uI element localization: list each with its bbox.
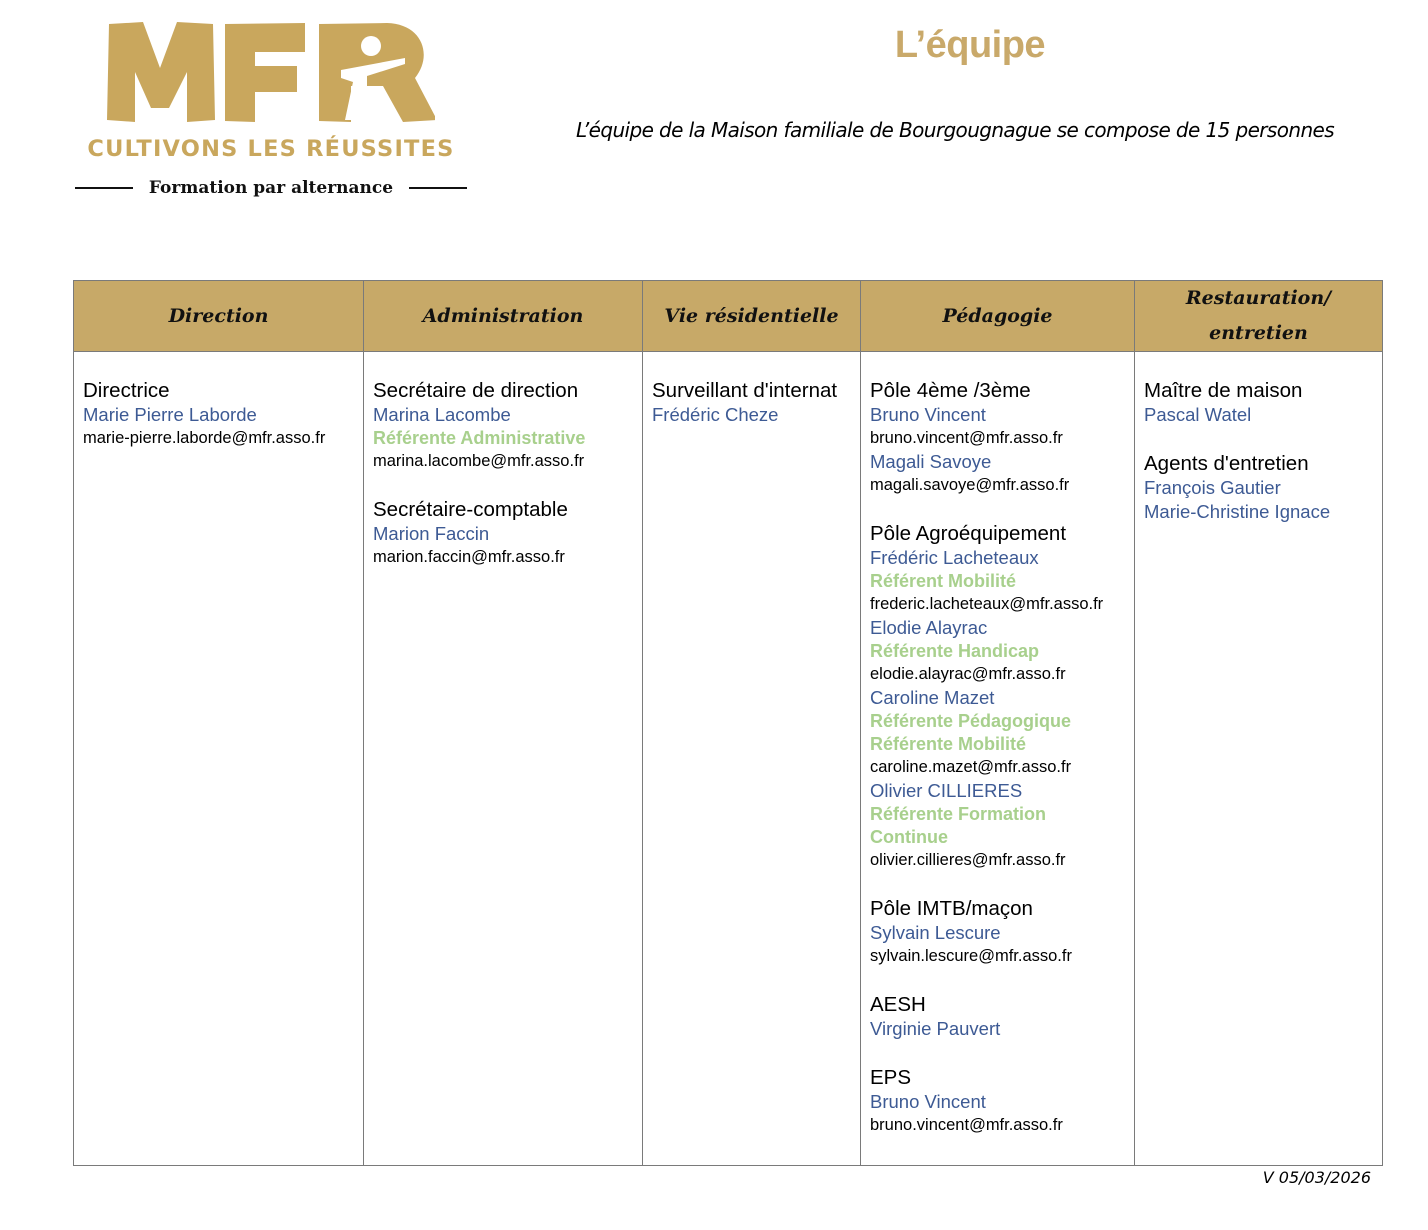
role-title: EPS xyxy=(870,1066,912,1089)
version-date: V 05/03/2026 xyxy=(1262,1168,1371,1187)
role-title: Secrétaire de direction xyxy=(373,379,579,402)
email-address[interactable]: marie-pierre.laborde@mfr.asso.fr xyxy=(83,429,326,447)
person-name: Sylvain Lescure xyxy=(870,922,1001,943)
role-title: Secrétaire-comptable xyxy=(373,498,568,521)
email-address[interactable]: elodie.alayrac@mfr.asso.fr xyxy=(870,665,1066,683)
email-address[interactable]: marion.faccin@mfr.asso.fr xyxy=(373,548,565,566)
column-cell-pedagogie xyxy=(861,352,1135,1166)
email-address[interactable]: sylvain.lescure@mfr.asso.fr xyxy=(870,947,1072,965)
page-title: L’équipe xyxy=(894,24,1046,66)
referent-tag: Référente Handicap xyxy=(870,641,1040,661)
role-group xyxy=(870,896,1125,968)
role-group xyxy=(870,521,1125,872)
role-title: Pôle IMTB/maçon xyxy=(870,897,1033,920)
column-cell-restauration xyxy=(1135,352,1383,1166)
table-header-row xyxy=(74,281,1383,352)
email-address[interactable]: frederic.lacheteaux@mfr.asso.fr xyxy=(870,595,1104,613)
person-name: Olivier CILLIERES xyxy=(870,780,1023,801)
mfr-logo-icon xyxy=(105,20,435,125)
column-header-pedagogie: Pédagogie xyxy=(861,281,1135,352)
person-name: Elodie Alayrac xyxy=(870,617,988,638)
logo-tagline: CULTIVONS LES RÉUSSITES xyxy=(87,136,455,162)
logo-subline-text: Formation par alternance xyxy=(148,178,394,198)
person-name: Marina Lacombe xyxy=(373,404,511,425)
person-name: Bruno Vincent xyxy=(870,1091,986,1112)
referent-tag: Référente Administrative xyxy=(373,428,586,448)
role-title: Maître de maison xyxy=(1144,379,1303,402)
role-group xyxy=(1144,451,1373,524)
person-name: François Gautier xyxy=(1144,477,1281,498)
role-title: Pôle 4ème /3ème xyxy=(870,379,1031,402)
role-title: Surveillant d'internat xyxy=(652,379,838,402)
person-name: Pascal Watel xyxy=(1144,404,1252,425)
column-header-restauration: Restauration/ entretien xyxy=(1135,281,1383,352)
person-name: Marie Pierre Laborde xyxy=(83,404,257,425)
person-name: Magali Savoye xyxy=(870,451,992,472)
role-group xyxy=(870,992,1125,1041)
role-group xyxy=(83,378,354,450)
email-address[interactable]: olivier.cillieres@mfr.asso.fr xyxy=(870,851,1066,869)
email-address[interactable]: bruno.vincent@mfr.asso.fr xyxy=(870,429,1063,447)
divider-right xyxy=(409,187,467,189)
role-title: Directrice xyxy=(83,379,170,402)
role-group xyxy=(870,378,1125,497)
role-title: AESH xyxy=(870,993,926,1016)
person-name: Virginie Pauvert xyxy=(870,1018,1001,1039)
logo-subline xyxy=(75,176,467,200)
email-address[interactable]: magali.savoye@mfr.asso.fr xyxy=(870,476,1070,494)
email-address[interactable]: caroline.mazet@mfr.asso.fr xyxy=(870,758,1072,776)
person-name: Frédéric Cheze xyxy=(652,404,779,425)
team-table xyxy=(73,280,1383,1166)
role-group xyxy=(870,1065,1125,1137)
divider-left xyxy=(75,187,133,189)
referent-tag: Référente Pédagogique xyxy=(870,711,1072,731)
column-cell-vie-residentielle xyxy=(643,352,861,1166)
page-subtitle: L’équipe de la Maison familiale de Bourgougnague se compose de 15 personnes xyxy=(575,118,1335,142)
column-header-administration: Administration xyxy=(364,281,643,352)
referent-tag: Référent Mobilité xyxy=(870,571,1017,591)
role-group xyxy=(373,378,633,473)
role-group xyxy=(373,497,633,569)
email-address[interactable]: bruno.vincent@mfr.asso.fr xyxy=(870,1116,1063,1134)
column-header-direction: Direction xyxy=(74,281,364,352)
person-name: Bruno Vincent xyxy=(870,404,986,425)
role-group xyxy=(1144,378,1373,427)
referent-tag: Référente Formation Continue xyxy=(870,804,1047,847)
referent-tag: Référente Mobilité xyxy=(870,734,1027,754)
email-address[interactable]: marina.lacombe@mfr.asso.fr xyxy=(373,452,585,470)
person-name: Marie-Christine Ignace xyxy=(1144,501,1331,522)
person-name: Caroline Mazet xyxy=(870,687,995,708)
role-title: Pôle Agroéquipement xyxy=(870,522,1067,545)
role-title: Agents d'entretien xyxy=(1144,452,1309,475)
column-cell-direction xyxy=(74,352,364,1166)
column-cell-administration xyxy=(364,352,643,1166)
column-header-vie-residentielle: Vie résidentielle xyxy=(643,281,861,352)
person-name: Marion Faccin xyxy=(373,523,490,544)
role-group xyxy=(652,378,851,427)
table-body-row xyxy=(74,352,1383,1166)
person-name: Frédéric Lacheteaux xyxy=(870,547,1039,568)
mfr-logo xyxy=(75,20,467,200)
